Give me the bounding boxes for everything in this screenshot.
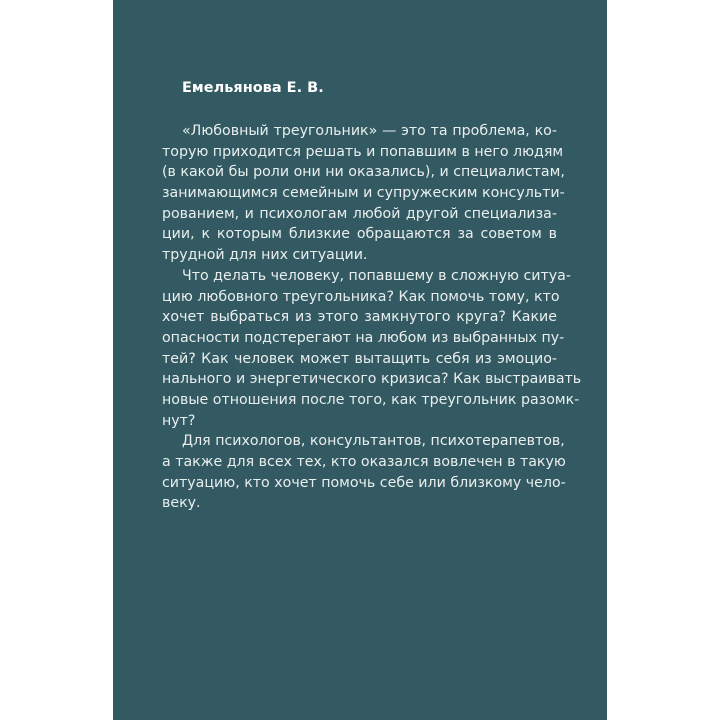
text-line: рованием, и психологам любой другой специализа-	[162, 205, 557, 222]
text-line: цию любовного треугольника? Как помочь тому, кто	[162, 288, 560, 305]
paragraph	[162, 121, 565, 266]
text-line: «Любовный треугольник» — это та проблема, ко-	[182, 123, 557, 139]
book-back-cover	[113, 0, 607, 720]
author-name: Емельянова Е. В.	[182, 80, 324, 96]
text-line: хочет выбраться из этого замкнутого круга? Какие	[162, 309, 557, 326]
text-line: Что делать человеку, попавшему в сложную ситуа-	[182, 267, 571, 284]
text-line: новые отношения после того, как треугольник разомк-	[162, 391, 580, 408]
paragraph	[162, 266, 582, 432]
text-line: нального и энергетического кризиса? Как выстраивать	[162, 371, 582, 388]
text-line: тей? Как человек может вытащить себя из эмоцио-	[162, 350, 557, 367]
text-line: веку.	[162, 495, 201, 512]
text-line: трудной для них ситуации.	[162, 247, 368, 264]
text-line: опасности подстерегают на любом из выбранных пу-	[162, 329, 565, 346]
paragraph	[162, 431, 566, 514]
text-line: (в какой бы роли они ни оказались), и специалистам,	[162, 164, 565, 181]
text-line: а также для всех тех, кто оказался вовлечен в такую	[162, 454, 566, 470]
text-line: занимающимся семейным и супружеским консульти-	[162, 185, 565, 202]
annotation-text	[162, 121, 582, 514]
text-line: нут?	[162, 412, 196, 429]
text-line: Для психологов, консультантов, психотерапевтов,	[182, 433, 565, 450]
text-line: ситуацию, кто хочет помочь себе или близкому чело-	[162, 474, 566, 491]
text-line: торую приходится решать и попавшим в него людям	[162, 143, 564, 160]
text-line: ции, к которым близкие обращаются за советом в	[162, 226, 557, 243]
